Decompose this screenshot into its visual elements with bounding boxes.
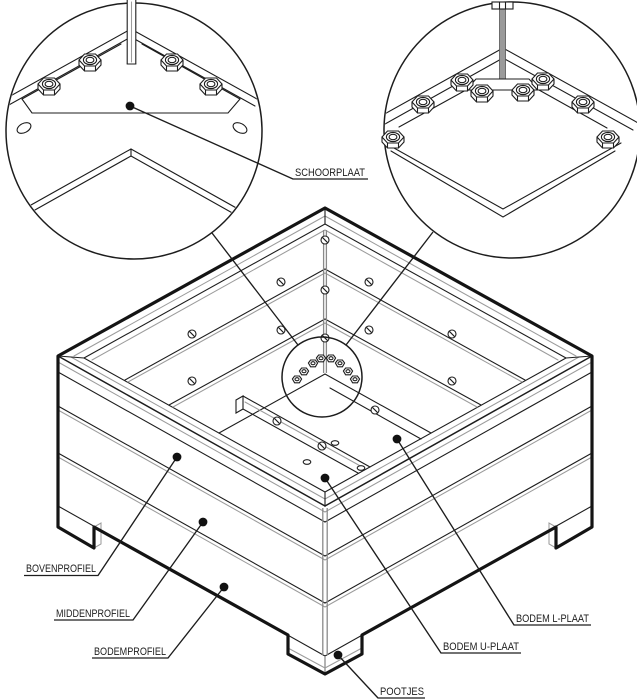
box-outline — [58, 208, 592, 674]
leader-dot — [321, 474, 330, 483]
label-pootjes: POOTJES — [380, 686, 424, 698]
detail-circle-left — [5, 0, 262, 259]
leader-dot — [126, 102, 135, 111]
leader-dot — [173, 453, 182, 462]
label-bodem-u-plaat: BODEM U-PLAAT — [443, 641, 520, 653]
label-bodemprofiel: BODEMPROFIEL — [94, 646, 166, 658]
planter-box — [58, 208, 592, 674]
label-schoorplaat: SCHOORPLAAT — [295, 167, 366, 179]
label-bovenprofiel: BOVENPROFIEL — [26, 563, 96, 575]
leader-bodem-l-plaat — [397, 439, 591, 625]
detail-circle-right-outline — [384, 2, 637, 258]
exterior-right-face — [325, 356, 592, 656]
leader-dot — [393, 435, 402, 444]
corner-post — [127, 0, 136, 64]
leader-bodem-u-plaat — [325, 478, 521, 653]
detail-right-content — [381, 48, 637, 217]
detail-circle-right — [381, 2, 637, 258]
leader-dot — [334, 651, 343, 660]
detail-circle-small — [282, 337, 362, 417]
leader-dot — [199, 518, 208, 527]
threaded-rod — [492, 2, 513, 79]
floor-hardware — [273, 406, 379, 470]
leader-dot — [220, 583, 229, 592]
label-bodem-l-plaat: BODEM L-PLAAT — [516, 613, 590, 625]
leader-bovenprofiel — [24, 457, 177, 576]
label-middenprofiel: MIDDENPROFIEL — [56, 608, 130, 620]
